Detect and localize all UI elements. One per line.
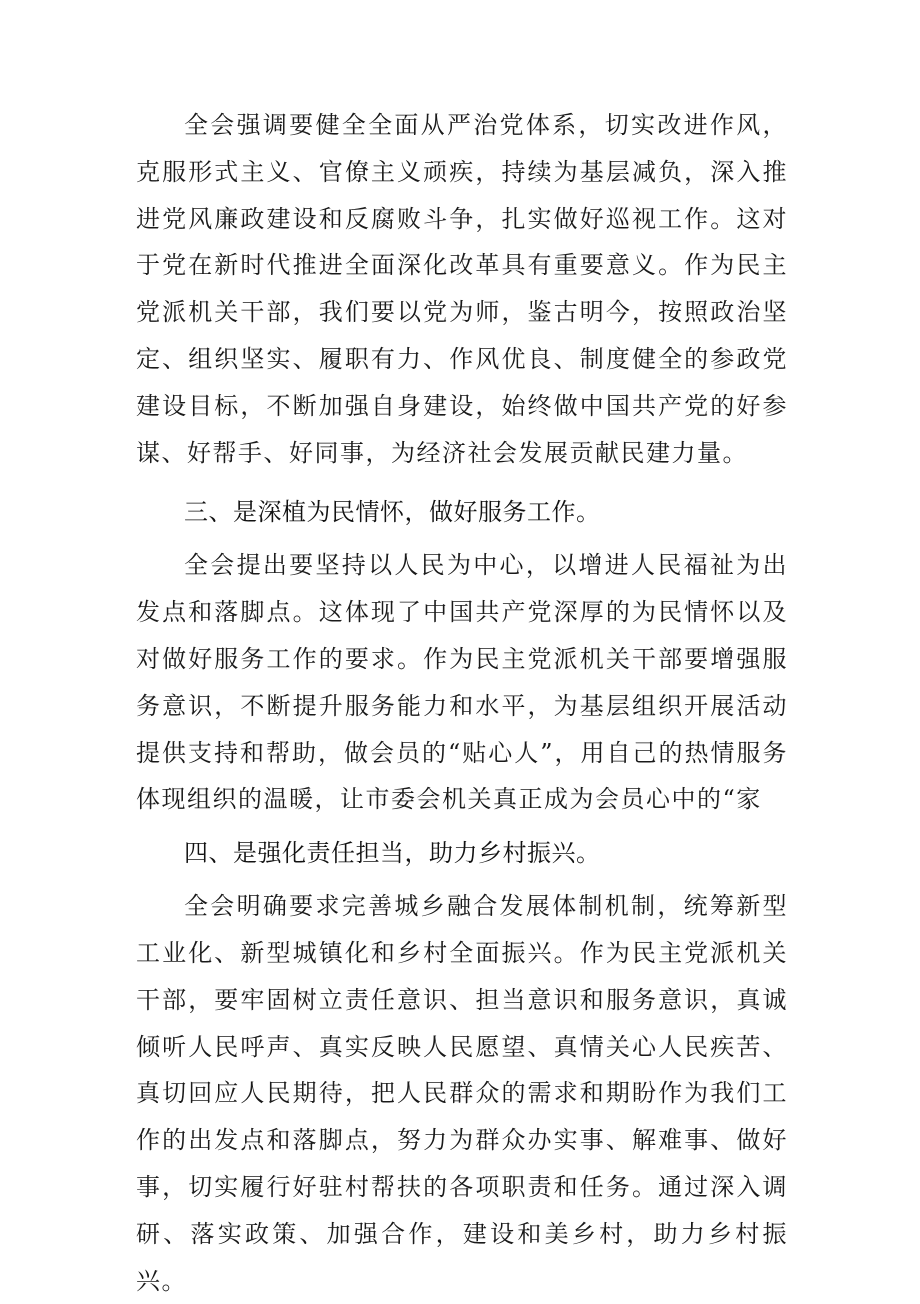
section-heading-three: 三、是深植为民情怀，做好服务工作。	[184, 498, 601, 527]
paragraph-service-work: 全会提出要坚持以人民为中心，以增进人民福祉为出发点和落脚点。这体现了中国共产党深厚的为民情怀以及对做好服务工作的要求。作为民主党派机关干部要增强服务意识，不断提升服务能力和水平，为基层组织开展活动提供支持和帮助，做会员的“贴心人”，用自己的热情服务体现组织的温暖，让市委会机关真正成为会员心中的“家	[136, 551, 788, 814]
section-heading-four: 四、是强化责任担当，助力乡村振兴。	[184, 839, 601, 868]
paragraph-rural-revitalization: 全会明确要求完善城乡融合发展体制机制，统筹新型工业化、新型城镇化和乡村全面振兴。作为民主党派机关干部，要牢固树立责任意识、担当意识和服务意识，真诚倾听人民呼声、真实反映人民愿望、真情关心人民疾苦、真切回应人民期待，把人民群众的需求和期盼作为我们工作的出发点和落脚点，努力为群众办实事、解难事、做好事，切实履行好驻村帮扶的各项职责和任务。通过深入调研、落实政策、加强合作，建设和美乡村，助力乡村振兴。	[136, 892, 788, 1295]
document-body	[136, 102, 788, 1304]
paragraph-party-governance: 全会强调要健全全面从严治党体系，切实改进作风，克服形式主义、官僚主义顽疾，持续为基层减负，深入推进党风廉政建设和反腐败斗争，扎实做好巡视工作。这对于党在新时代推进全面深化改革具有重要意义。作为民主党派机关干部，我们要以党为师，鉴古明今，按照政治坚定、组织坚实、履职有力、作风优良、制度健全的参政党建设目标，不断加强自身建设，始终做中国共产党的好参谋、好帮手、好同事，为经济社会发展贡献民建力量。	[136, 111, 788, 467]
